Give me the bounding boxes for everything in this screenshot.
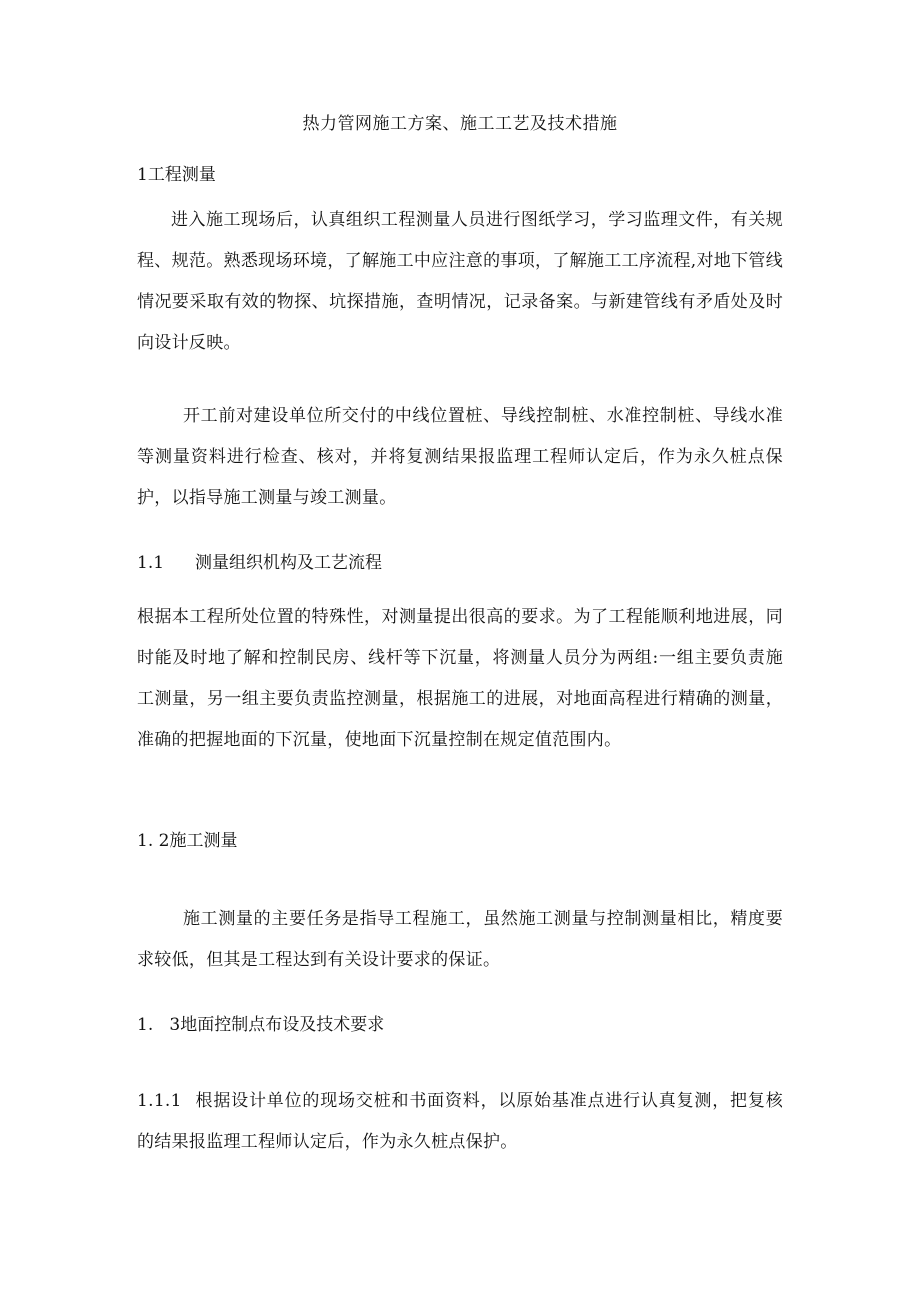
section-heading-1-1 <box>137 551 382 575</box>
paragraph-3: 根据本工程所处位置的特殊性，对测量提出很高的要求。为了工程能顺利地进展，同时能及时地了解和控制民房、线杆等下沉量，将测量人员分为两组:一组主要负责施工测量，另一组主要负责监控测量，根据施工的进展，对地面高程进行精确的测量，准确的把握地面的下沉量，使地面下沉量控制在规定值范围内。 <box>137 607 783 750</box>
item-text: 根据设计单位的现场交桩和书面资料，以原始基准点进行认真复测，把复核的结果报监理工程师认定后，作为永久桩点保护。 <box>137 1091 783 1152</box>
paragraph-2: 开工前对建设单位所交付的中线位置桩、导线控制桩、水准控制桩、导线水准等测量资料进行检查、核对，并将复测结果报监理工程师认定后，作为永久桩点保护，以指导施工测量与竣工测量。 <box>137 406 783 508</box>
section-number: 1.1 <box>137 553 165 573</box>
item-number: 1.1.1 <box>137 1091 182 1111</box>
paragraph-1: 进入施工现场后，认真组织工程测量人员进行图纸学习，学习监理文件，有关规程、规范。熟悉现场环境，了解施工中应注意的事项，了解施工工序流程,对地下管线情况要采取有效的物探、坑探措施，查明情况，记录备案。与新建管线有矛盾处及时向设计反映。 <box>137 210 783 353</box>
document-title: 热力管网施工方案、施工工艺及技术措施 <box>302 114 618 134</box>
numbered-item-1-1-1 <box>137 1081 783 1163</box>
section-heading-text: 测量组织机构及工艺流程 <box>195 553 382 573</box>
section-heading-1-2: 1. 2施工测量 <box>137 831 238 851</box>
section-heading-1-3: 1. 3地面控制点布设及技术要求 <box>137 1015 385 1035</box>
paragraph-4: 施工测量的主要任务是指导工程施工，虽然施工测量与控制测量相比，精度要求较低，但其是工程达到有关设计要求的保证。 <box>137 909 783 970</box>
section-heading-1: 1工程测量 <box>137 165 216 185</box>
